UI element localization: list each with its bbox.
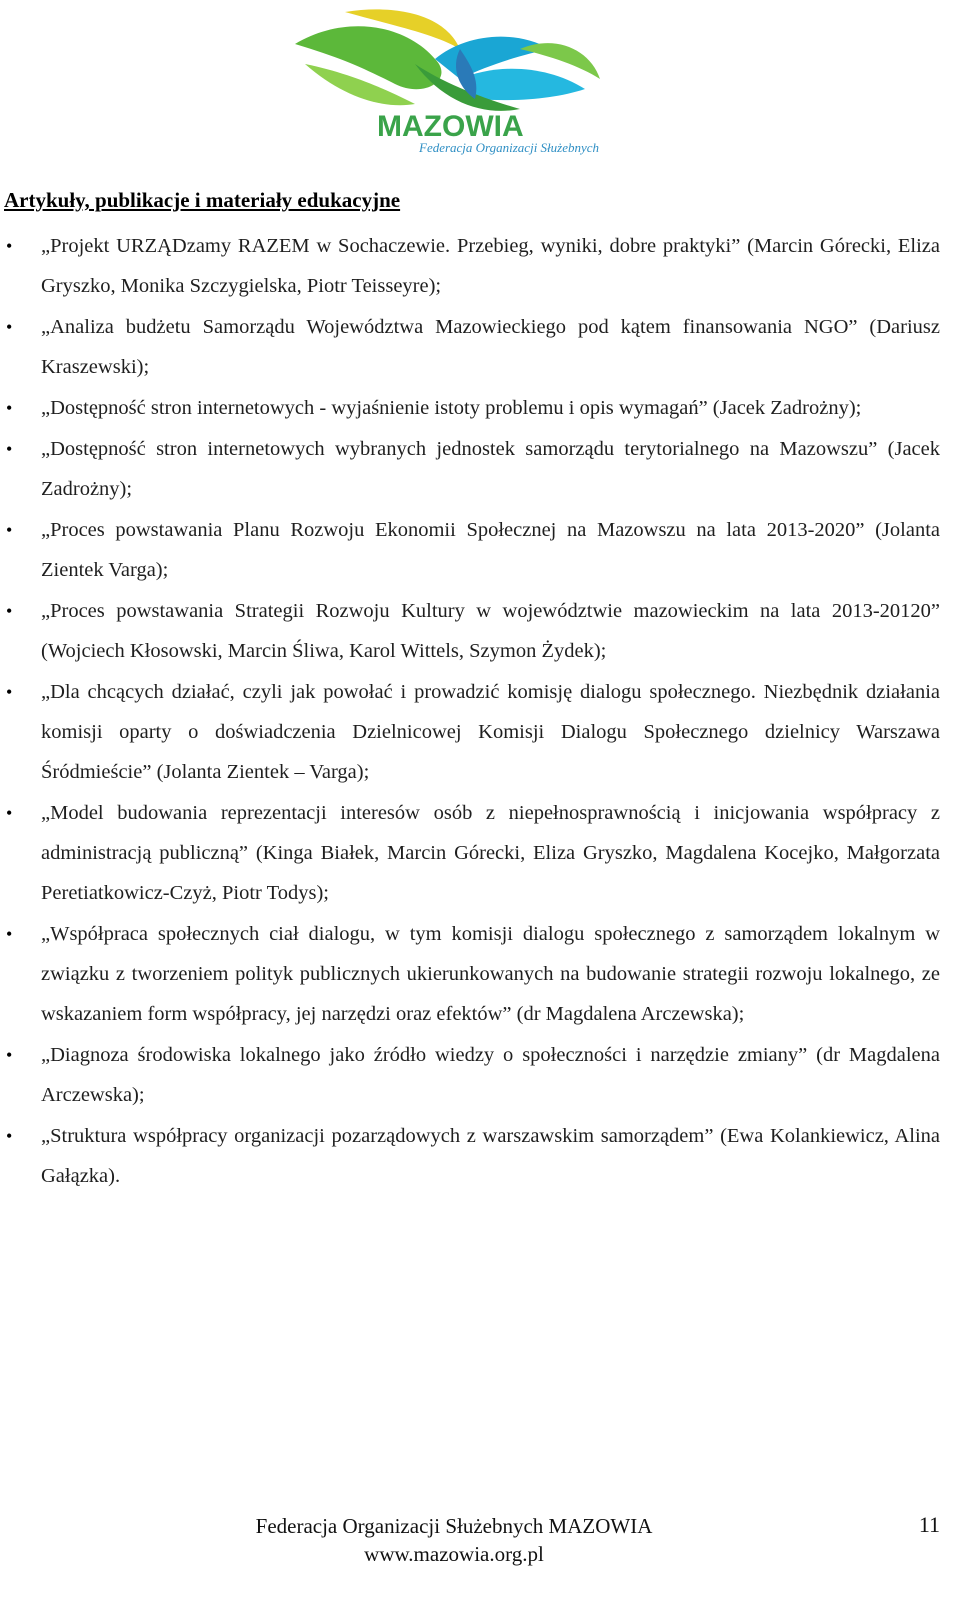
list-item-text: „Diagnoza środowiska lokalnego jako źródło wiedzy o społeczności i narzędzie zmiany” (dr Magdalena Arczewska);	[41, 1044, 940, 1106]
list-item-text: „Analiza budżetu Samorządu Województwa Mazowieckiego pod kątem finansowania NGO” (Dariusz Kraszewski);	[41, 316, 940, 378]
list-item-text: „Struktura współpracy organizacji pozarządowych z warszawskim samorządem” (Ewa Kolankiewicz, Alina Gałązka).	[41, 1125, 940, 1187]
bullet-icon: •	[6, 236, 13, 256]
page-number: 11	[918, 1512, 940, 1537]
list-item	[0, 388, 940, 428]
list-item-text: „Proces powstawania Planu Rozwoju Ekonomii Społecznej na Mazowszu na lata 2013-2020” (Jolanta Zientek Varga);	[41, 519, 940, 581]
footer-url: www.mazowia.org.pl	[364, 1542, 544, 1566]
bullet-icon: •	[6, 924, 13, 944]
list-item-text: „Projekt URZĄDzamy RAZEM w Sochaczewie. Przebieg, wyniki, dobre praktyki” (Marcin Górecki, Eliza Gryszko, Monika Szczygielska, Piotr Teisseyre);	[41, 235, 940, 297]
page-footer	[236, 1512, 672, 1568]
footer-org: Federacja Organizacji Służebnych MAZOWIA	[255, 1514, 653, 1538]
list-item	[0, 510, 940, 590]
list-item	[0, 1035, 940, 1115]
list-item	[0, 1116, 940, 1196]
list-item-text: „Model budowania reprezentacji interesów osób z niepełnosprawnością i inicjowania współpracy z administracją publiczną” (Kinga Białek, Marcin Górecki, Eliza Gryszko, Magdalena Kocejko, Małgorzata Peretiatkowicz-Czyż, Piotr Todys);	[41, 802, 940, 904]
logo-title: MAZOWIA	[377, 110, 524, 143]
list-item	[0, 914, 940, 1034]
list-item	[0, 307, 940, 387]
list-item	[0, 591, 940, 671]
list-item-text: „Dostępność stron internetowych - wyjaśnienie istoty problemu i opis wymagań” (Jacek Zadrożny);	[41, 397, 862, 419]
bullet-icon: •	[6, 803, 13, 823]
list-item-text: „Współpraca społecznych ciał dialogu, w tym komisji dialogu społecznego z samorządem lokalnym w związku z tworzeniem polityk publicznych ukierunkowanych na budowanie strategii rozwoju lokalnego, ze wskazaniem form współpracy, jej narzędzi oraz efektów” (dr Magdalena Arczewska);	[41, 923, 940, 1025]
list-item	[0, 429, 940, 509]
list-item-text: „Dostępność stron internetowych wybranych jednostek samorządu terytorialnego na Mazowszu” (Jacek Zadrożny);	[41, 438, 940, 500]
bullet-icon: •	[6, 520, 13, 540]
bullet-icon: •	[6, 601, 13, 621]
publication-list	[0, 226, 940, 1197]
mazowia-logo	[285, 4, 630, 160]
list-item	[0, 793, 940, 913]
list-item-text: „Proces powstawania Strategii Rozwoju Kultury w województwie mazowieckim na lata 2013-20120” (Wojciech Kłosowski, Marcin Śliwa, Karol Wittels, Szymon Żydek);	[41, 600, 940, 662]
list-item-text: „Dla chcących działać, czyli jak powołać i prowadzić komisję dialogu społecznego. Niezbędnik działania komisji oparty o doświadczenia Dzielnicowej Komisji Dialogu Społecznego dzielnicy Warszawa Śródmieście” (Jolanta Zientek – Varga);	[41, 681, 940, 783]
bullet-icon: •	[6, 398, 13, 418]
bullet-icon: •	[6, 682, 13, 702]
list-item	[0, 672, 940, 792]
section-heading: Artykuły, publikacje i materiały edukacyjne	[4, 188, 401, 212]
bullet-icon: •	[6, 439, 13, 459]
bullet-icon: •	[6, 317, 13, 337]
logo-subtitle: Federacja Organizacji Służebnych	[419, 140, 600, 155]
bullet-icon: •	[6, 1126, 13, 1146]
list-item	[0, 226, 940, 306]
bullet-icon: •	[6, 1045, 13, 1065]
